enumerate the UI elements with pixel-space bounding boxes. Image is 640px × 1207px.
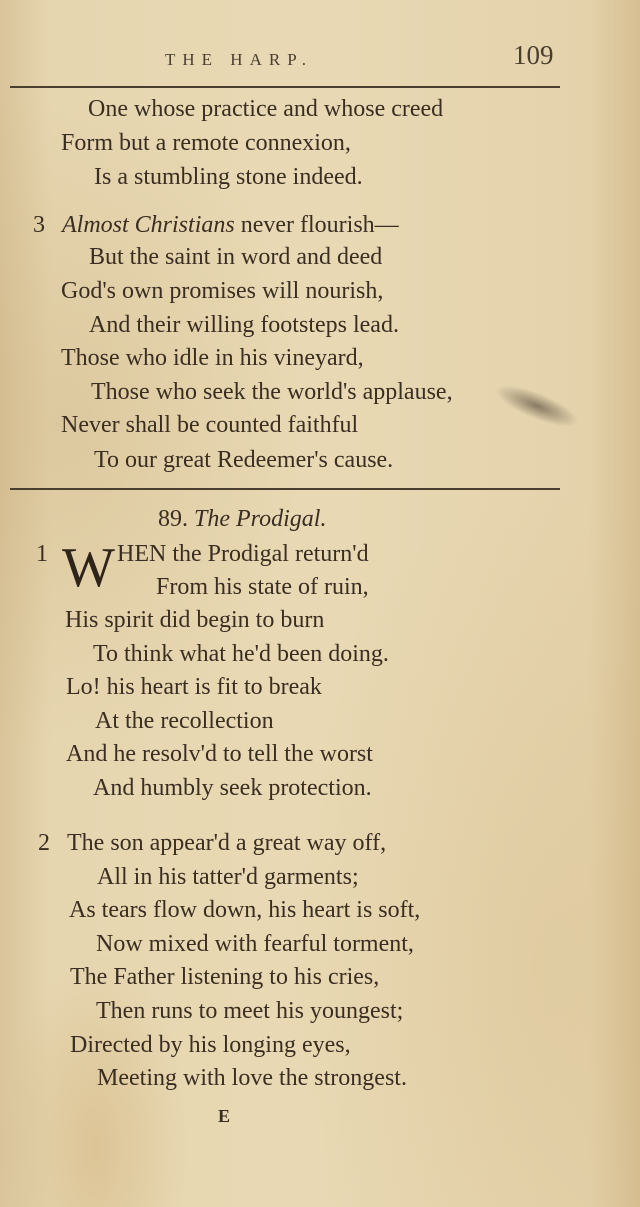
hymn-title: The Prodigal. <box>194 506 327 532</box>
verse-text: never flourish— <box>234 212 399 238</box>
stanza-number: 1 <box>36 541 48 567</box>
verse-line: And humbly seek protection. <box>93 775 372 801</box>
verse-line <box>62 211 399 239</box>
italic-phrase: Almost Christians <box>62 212 235 238</box>
hymn-number: 89. <box>158 506 188 532</box>
stanza-number: 2 <box>38 830 50 856</box>
verse-line: From his state of ruin, <box>156 574 369 600</box>
drop-cap: W <box>62 537 115 599</box>
running-title: THE HARP. <box>165 50 314 69</box>
verse-line: Now mixed with fearful torment, <box>96 931 414 957</box>
verse-line: To our great Redeemer's cause. <box>94 447 394 473</box>
verse-line: And their willing footsteps lead. <box>89 312 399 338</box>
verse-line: Is a stumbling stone indeed. <box>94 164 363 190</box>
stanza-number: 3 <box>33 212 45 238</box>
verse-line: God's own promises will nourish, <box>61 278 384 304</box>
verse-line: Then runs to meet his youngest; <box>96 998 404 1024</box>
hymn-heading <box>158 505 326 533</box>
verse-line: At the recollection <box>95 708 274 734</box>
verse-line: The Father listening to his cries, <box>70 964 380 990</box>
verse-line: HEN the Prodigal return'd <box>117 541 369 567</box>
verse-line: Meeting with love the strongest. <box>97 1065 407 1091</box>
verse-line: The son appear'd a great way off, <box>67 830 387 856</box>
verse-line: All in his tatter'd garments; <box>97 864 359 890</box>
signature-mark: E <box>218 1106 231 1126</box>
section-rule <box>10 488 560 490</box>
verse-line: But the saint in word and deed <box>89 244 383 270</box>
verse-line: Those who seek the world's applause, <box>91 379 453 405</box>
verse-line: And he resolv'd to tell the worst <box>66 741 373 767</box>
verse-line: Form but a remote connexion, <box>61 130 351 156</box>
verse-line: Those who idle in his vineyard, <box>61 345 364 371</box>
verse-line: Directed by his longing eyes, <box>70 1032 351 1058</box>
verse-line: Lo! his heart is fit to break <box>66 674 322 700</box>
header-rule <box>10 86 560 88</box>
ink-smudge <box>490 377 583 435</box>
verse-line: As tears flow down, his heart is soft, <box>69 897 421 923</box>
verse-line: One whose practice and whose creed <box>88 96 444 122</box>
verse-line: Never shall be counted faithful <box>61 412 359 438</box>
verse-line: His spirit did begin to burn <box>65 607 325 633</box>
page-number: 109 <box>513 40 554 70</box>
verse-line: To think what he'd been doing. <box>93 641 389 667</box>
page-header <box>0 40 640 80</box>
